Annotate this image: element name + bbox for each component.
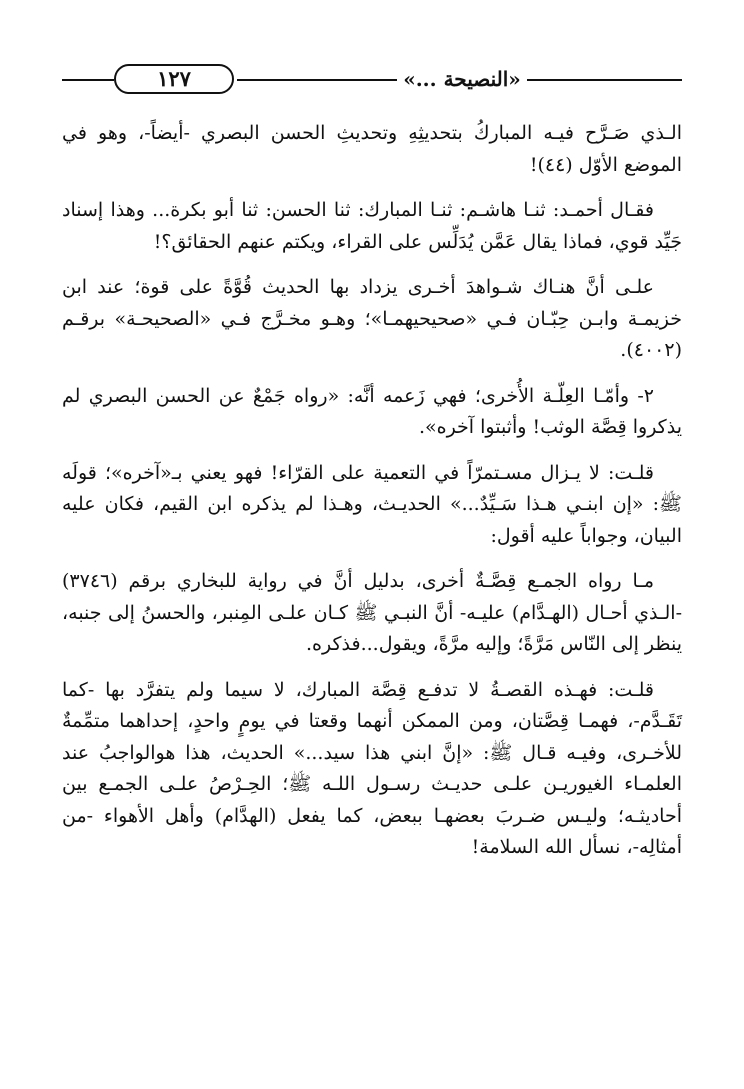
paragraph-bukhari-narration: مـا رواه الجمـع قِصَّـةٌ أخرى، بدليل أنَّ في رواية للبخاري برقم (٣٧٤٦) -الـذي أحـال (الهـدَّام) عليـه- أنَّ النبـي ﷺ كـان علـى المِنبر، والحسنُ إلى جنبه، ينظر إلى النّاس مَرَّةً؛ وإليه مرَّةً، ويقول...فذكره.: [62, 570, 682, 655]
header-rule-middle: [237, 79, 397, 81]
paragraph-reply-one: قلـت: لا يـزال مسـتمرّاً في التعمية على القرّاء! فهو يعني بـ«آخره»؛ قولَه ﷺ: «إن ابنـي هـذا سَـيِّدٌ...» الحديـث، وهـذا لم يذكره ابن القيم، فكان عليه البيان، وجواباً عليه أقول:: [62, 461, 682, 547]
running-title: «النصيحة ...»: [403, 67, 521, 91]
paragraph-continuation: الـذي صَـرَّح فيـه المباركُ بتحديثِهِ وتحديثِ الحسن البصري -أيضاً-، وهو في الموضع الأوّل (٤٤)!: [62, 122, 682, 176]
paragraph-second-defect: ٢- وأمّـا العِلّـة الأُخرى؛ فهي زَعمه أنَّه: «رواه جَمْعٌ عن الحسن البصري لم يذكروا قِصَّة الوثب! وأثبتوا آخره».: [62, 384, 682, 438]
page-header: [62, 62, 682, 98]
paragraph-conclusion: قلـت: فهـذه القصـةُ لا تدفـع قِصَّة المبارك، لا سيما ولم يتفرَّد بها -كما تَقَـدَّم-، فهمـا قِصَّتان، ومن الممكن أنهما وقعتا في يومٍ واحدٍ، إحداهما متمِّمةٌ للأخـرى، وفيـه قـال ﷺ: «إنَّ ابني هذا سيد...» الحديث، هذا هوالواجبُ عند العلمـاء الغيوريـن علـى حديـث رسـول اللـه ﷺ؛ الحِـرْصُ علـى الجمـع بين أحاديثـه؛ وليـس ضـربَ بعضهـا ببعض، كما يفعل (الهدَّام) وأهل الأهواء -من أمثالِه-، نسأل الله السلامة!: [62, 678, 682, 858]
paragraph-ahmad-narration: فقـال أحمـد: ثنـا هاشـم: ثنـا المبارك: ثنا الحسن: ثنا أبو بكرة... وهذا إسناد جَيِّد قوي، فماذا يقال عَمَّن يُدَلِّس على القراء، ويكتم عنهم الحقائق؟!: [62, 199, 682, 253]
page-number: ١٢٧: [114, 64, 234, 94]
header-rule-right: [527, 79, 682, 81]
page-body: [62, 118, 682, 876]
paragraph-supporting-evidence: علـى أنَّ هنـاك شـواهدَ أخـرى يزداد بها الحديث قُوَّةً على قوة؛ عند ابن خزيمـة وابـن حِبّـان فـي «صحيحيهمـا»؛ وهـو مخـرَّج فـي «الصحيحـة» برقـم (٤٠٠٢).: [62, 276, 682, 361]
header-rule-left: [62, 79, 114, 81]
